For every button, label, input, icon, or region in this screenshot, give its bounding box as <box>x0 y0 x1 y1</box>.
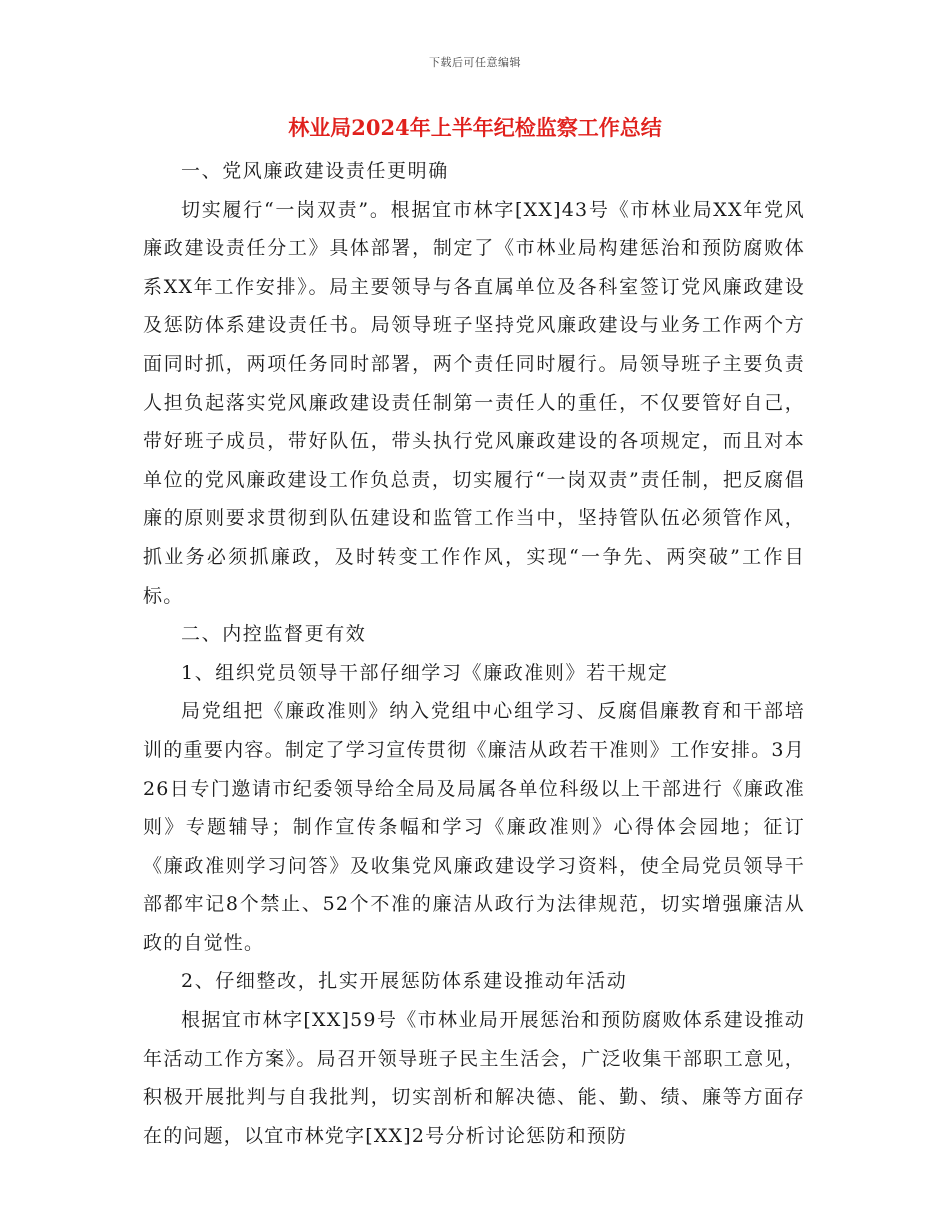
document-title: 林业局2024年上半年纪检监察工作总结 <box>288 115 662 140</box>
document-body <box>143 152 805 1155</box>
subsection-1-heading: 1、组织党员领导干部仔细学习《廉政准则》若干规定 <box>181 661 669 684</box>
subsection-1-paragraph: 局党组把《廉政准则》纳入党组中心组学习、反腐倡廉教育和干部培训的重要内容。制定了学习宣传贯彻《廉洁从政若干准则》工作安排。3月26日专门邀请市纪委领导给全局及局属各单位科级以上干部进行《廉政准则》专题辅导；制作宣传条幅和学习《廉政准则》心得体会园地；征订《廉政准则学习问答》及收集党风廉政建设学习资料，使全局党员领导干部都牢记8个禁止、52个不准的廉洁从政行为法律规范，切实增强廉洁从政的自觉性。 <box>143 700 805 954</box>
section-1-heading: 一、党风廉政建设责任更明确 <box>181 160 449 182</box>
subsection-2-heading: 2、仔细整改，扎实开展惩防体系建设推动年活动 <box>181 970 628 993</box>
subsection-2-paragraph: 根据宜市林字[XX]59号《市林业局开展惩治和预防腐败体系建设推动年活动工作方案》。局召开领导班子民主生活会，广泛收集干部职工意见，积极开展批判与自我批判，切实剖析和解决德、能、勤、绩、廉等方面存在的问题，以宜市林党字[XX]2号分析讨论惩防和预防 <box>143 1009 805 1147</box>
page-header-note: 下载后可任意编辑 <box>429 56 521 69</box>
section-2-heading: 二、内控监督更有效 <box>181 623 367 646</box>
section-1-paragraph: 切实履行“一岗双责”。根据宜市林字[XX]43号《市林业局XX年党风廉政建设责任分工》具体部署，制定了《市林业局构建惩治和预防腐败体系XX年工作安排》。局主要领导与各直属单位及各科室签订党风廉政建设及惩防体系建设责任书。局领导班子坚持党风廉政建设与业务工作两个方面同时抓，两项任务同时部署，两个责任同时履行。局领导班子主要负责人担负起落实党风廉政建设责任制第一责任人的重任，不仅要管好自己，带好班子成员，带好队伍，带头执行党风廉政建设的各项规定，而且对本单位的党风廉政建设工作负总责，切实履行“一岗双责”责任制，把反腐倡廉的原则要求贯彻到队伍建设和监管工作当中，坚持管队伍必须管作风，抓业务必须抓廉政，及时转变工作作风，实现“一争先、两突破”工作目标。 <box>143 198 805 607</box>
